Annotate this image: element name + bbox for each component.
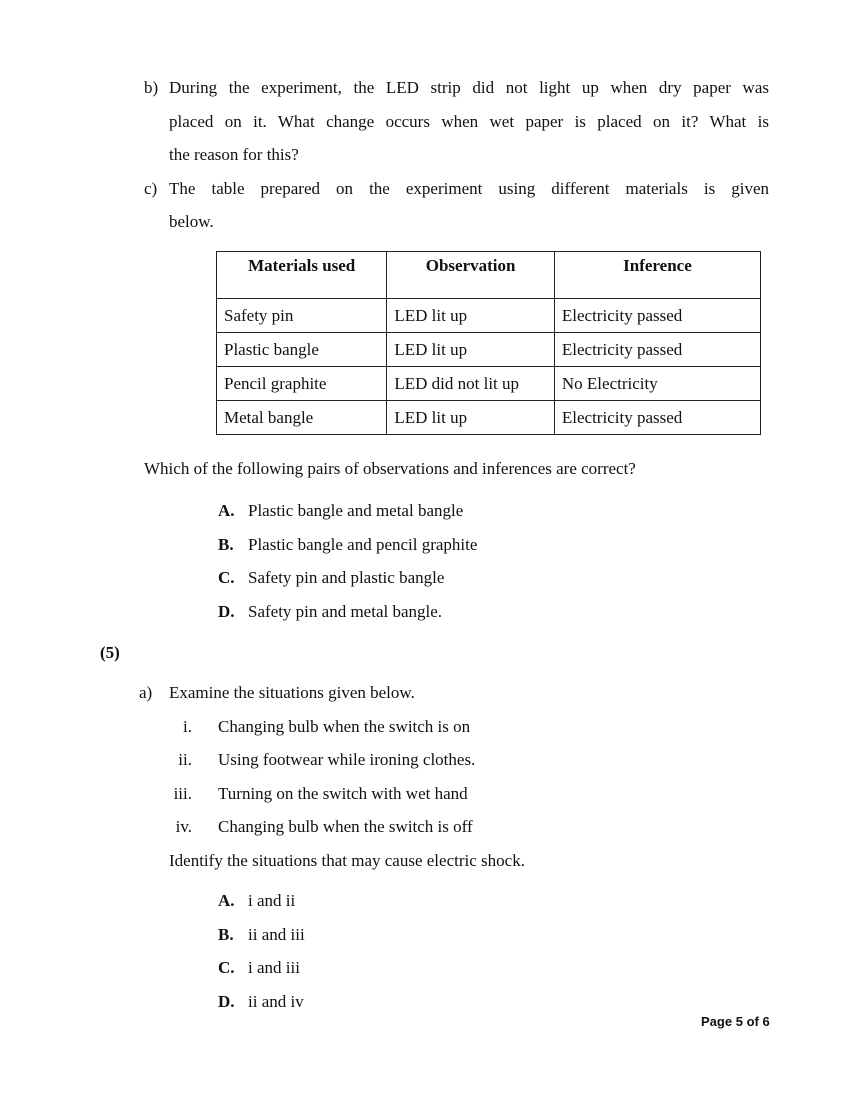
page-total: 6 [762, 1014, 770, 1029]
option-c [218, 568, 444, 588]
option-letter: A. [218, 501, 235, 520]
option-text: i and iii [248, 958, 300, 977]
table-row [217, 401, 761, 435]
table-header-row [217, 252, 761, 299]
table-cell: Electricity passed [554, 299, 760, 333]
situation-number: ii. [178, 750, 192, 769]
part-a-text: Examine the situations given below. [169, 683, 415, 702]
question-text: Which of the following pairs of observations and inferences are correct? [144, 459, 636, 478]
option-letter: B. [218, 925, 234, 944]
option-text: Plastic bangle and pencil graphite [248, 535, 478, 554]
option-b [218, 925, 305, 945]
part-c-line-2: below. [169, 212, 214, 231]
part-a-label: a) [139, 683, 153, 702]
table-cell: Electricity passed [554, 333, 760, 367]
situation-text: Turning on the switch with wet hand [218, 784, 468, 803]
situation-number: iv. [175, 817, 192, 836]
table-cell: Safety pin [217, 299, 387, 333]
question-number: (5) [100, 643, 120, 662]
page-number: 5 [735, 1014, 743, 1029]
table-cell: No Electricity [554, 367, 760, 401]
option-text: Safety pin and metal bangle. [248, 602, 443, 621]
option-letter: A. [218, 891, 235, 910]
option-d [218, 992, 304, 1012]
part-b-line-3: the reason for this? [169, 145, 299, 164]
option-b [218, 535, 477, 555]
option-d [218, 602, 442, 622]
table-cell: LED lit up [387, 299, 555, 333]
table-header: Materials used [217, 252, 387, 299]
option-text: ii and iii [248, 925, 305, 944]
table-header: Observation [387, 252, 555, 299]
option-text: ii and iv [248, 992, 304, 1011]
option-text: Plastic bangle and metal bangle [248, 501, 464, 520]
table-row [217, 299, 761, 333]
question-prompt: Identify the situations that may cause electric shock. [169, 851, 525, 870]
situation-number: i. [183, 717, 192, 736]
option-text: Safety pin and plastic bangle [248, 568, 445, 587]
page-footer [701, 1014, 770, 1029]
option-letter: B. [218, 535, 234, 554]
part-c-label: c) [144, 179, 158, 198]
option-letter: C. [218, 568, 235, 587]
situation-text: Changing bulb when the switch is on [218, 717, 471, 736]
part-b-line-1: During the experiment, the LED strip did not light up when dry paper was [169, 78, 769, 97]
option-a [218, 891, 295, 911]
part-b-label: b) [144, 78, 159, 97]
situation-text: Changing bulb when the switch is off [218, 817, 473, 836]
option-letter: D. [218, 992, 235, 1011]
observation-table [216, 251, 761, 435]
table-cell: LED lit up [387, 333, 555, 367]
situation-text: Using footwear while ironing clothes. [218, 750, 476, 769]
option-a [218, 501, 463, 521]
table-cell: Pencil graphite [217, 367, 387, 401]
option-c [218, 958, 300, 978]
table-header: Inference [554, 252, 760, 299]
table-cell: Electricity passed [554, 401, 760, 435]
of-word: of [746, 1014, 759, 1029]
table-cell: LED lit up [387, 401, 555, 435]
table-row [217, 333, 761, 367]
situation-number: iii. [173, 784, 192, 803]
table-cell: Plastic bangle [217, 333, 387, 367]
table-cell: LED did not lit up [387, 367, 555, 401]
page-word: Page [701, 1014, 733, 1029]
option-text: i and ii [248, 891, 296, 910]
option-letter: D. [218, 602, 235, 621]
table-cell: Metal bangle [217, 401, 387, 435]
table-row [217, 367, 761, 401]
part-b-line-2: placed on it. What change occurs when wet paper is placed on it? What is [169, 112, 769, 131]
option-letter: C. [218, 958, 235, 977]
part-c-line-1: The table prepared on the experiment using different materials is given [169, 179, 769, 198]
